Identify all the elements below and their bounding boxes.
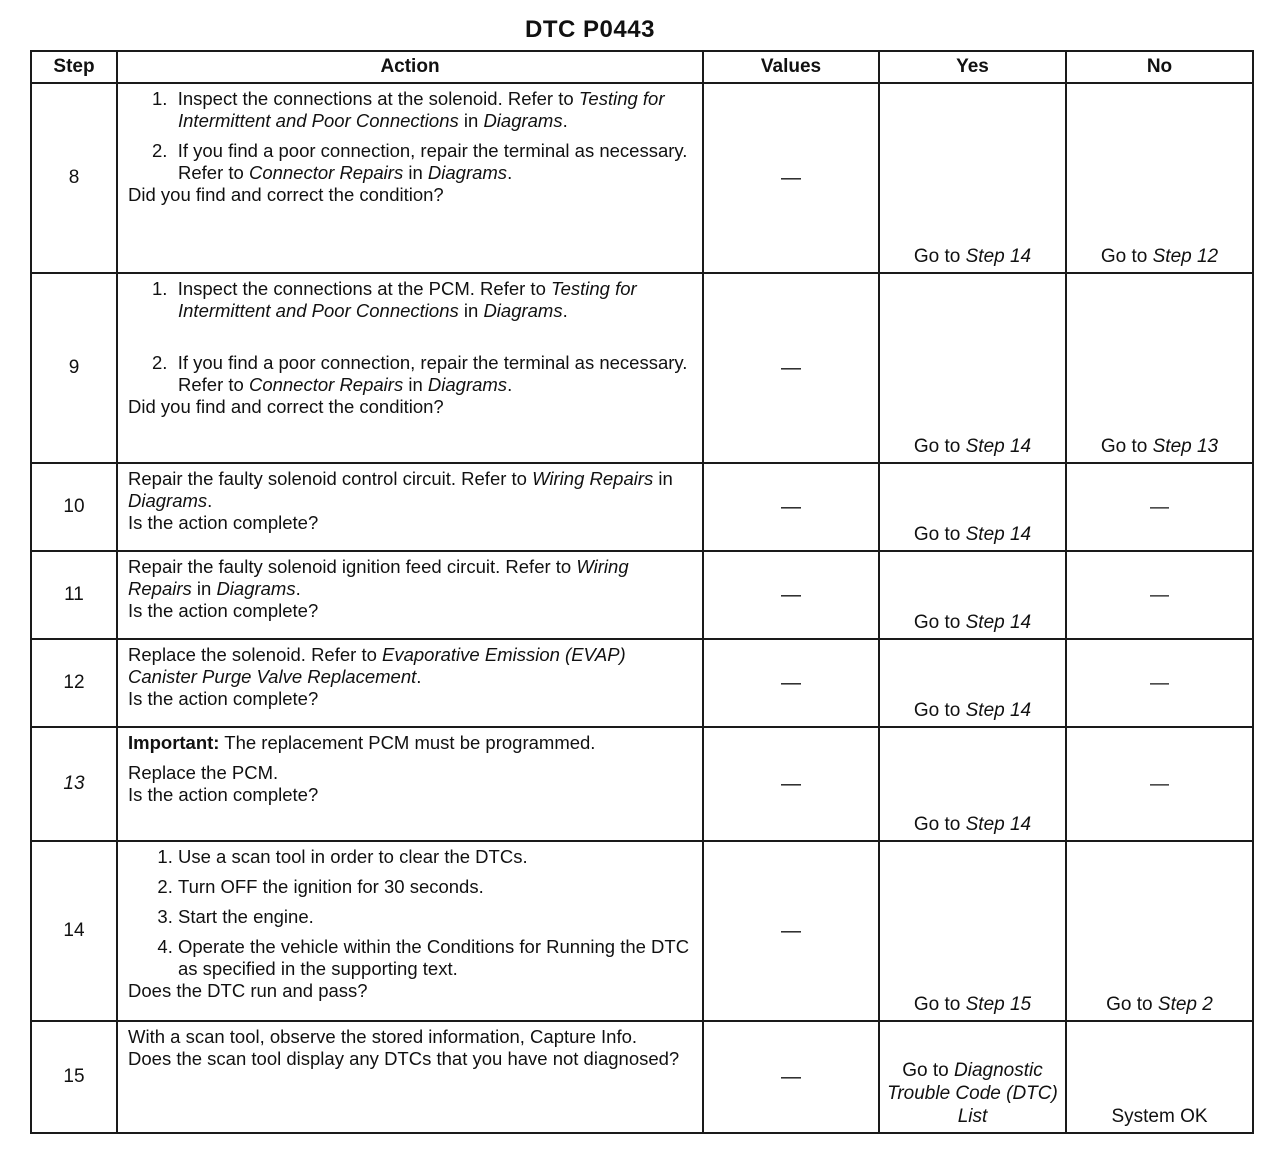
yes-cell: Go to Step 14 <box>879 273 1066 463</box>
yes-cell: Go to Step 14 <box>879 83 1066 273</box>
action-question: Does the DTC run and pass? <box>128 980 368 1001</box>
no-cell: Go to Step 13 <box>1066 273 1253 463</box>
table-row <box>31 639 1253 727</box>
dtc-table <box>30 50 1254 1134</box>
no-cell: — <box>1066 727 1253 841</box>
header-yes: Yes <box>879 51 1066 83</box>
action-text: Replace the solenoid. Refer to Evaporative Emission (EVAP) Canister Purge Valve Replacement. <box>128 644 626 687</box>
header-action: Action <box>117 51 703 83</box>
page-title: DTC P0443 <box>525 16 655 43</box>
values-cell: — <box>703 727 879 841</box>
step-number: 14 <box>31 841 117 1021</box>
important-note: Important: The replacement PCM must be programmed. <box>128 732 596 753</box>
action-cell <box>117 1021 703 1133</box>
values-cell: — <box>703 273 879 463</box>
yes-cell: Go to Step 14 <box>879 551 1066 639</box>
step-number: 11 <box>31 551 117 639</box>
step-number: 8 <box>31 83 117 273</box>
yes-cell: Go to Step 14 <box>879 463 1066 551</box>
action-cell <box>117 463 703 551</box>
action-list-item: 2. If you find a poor connection, repair the terminal as necessary. Refer to Connector Repairs in Diagrams. <box>152 352 688 395</box>
step-number: 9 <box>31 273 117 463</box>
action-list-item: 2. Turn OFF the ignition for 30 seconds. <box>178 876 694 898</box>
step-number: 13 <box>31 727 117 841</box>
action-cell <box>117 83 703 273</box>
action-cell <box>117 727 703 841</box>
table-row <box>31 551 1253 639</box>
table-row <box>31 463 1253 551</box>
action-text: Repair the faulty solenoid ignition feed circuit. Refer to Wiring Repairs in Diagrams. <box>128 556 629 599</box>
step-number: 12 <box>31 639 117 727</box>
action-list-item: 3. Start the engine. <box>178 906 694 928</box>
table-row <box>31 841 1253 1021</box>
action-question: Is the action complete? <box>128 688 319 709</box>
step-number: 15 <box>31 1021 117 1133</box>
values-cell: — <box>703 1021 879 1133</box>
table-row <box>31 1021 1253 1133</box>
yes-cell: Go to Step 14 <box>879 727 1066 841</box>
action-question: Did you find and correct the condition? <box>128 396 444 417</box>
action-cell <box>117 273 703 463</box>
header-row <box>31 51 1253 83</box>
values-cell: — <box>703 841 879 1021</box>
action-list-item: 2. If you find a poor connection, repair the terminal as necessary. Refer to Connector Repairs in Diagrams. <box>152 140 688 183</box>
action-cell <box>117 551 703 639</box>
no-cell: System OK <box>1066 1021 1253 1133</box>
action-text: Replace the PCM. <box>128 762 279 783</box>
yes-cell: Go to Step 14 <box>879 639 1066 727</box>
table-row <box>31 273 1253 463</box>
header-values: Values <box>703 51 879 83</box>
values-cell: — <box>703 551 879 639</box>
header-no: No <box>1066 51 1253 83</box>
step-number: 10 <box>31 463 117 551</box>
table-row <box>31 83 1253 273</box>
action-question: Does the scan tool display any DTCs that you have not diagnosed? <box>128 1048 680 1069</box>
action-question: Did you find and correct the condition? <box>128 184 444 205</box>
table-row <box>31 727 1253 841</box>
no-cell: — <box>1066 551 1253 639</box>
header-step: Step <box>31 51 117 83</box>
action-question: Is the action complete? <box>128 512 319 533</box>
action-list-item: 1. Use a scan tool in order to clear the DTCs. <box>178 846 694 868</box>
action-cell <box>117 841 703 1021</box>
action-text: With a scan tool, observe the stored information, Capture Info. <box>128 1026 638 1047</box>
values-cell: — <box>703 463 879 551</box>
no-cell: Go to Step 2 <box>1066 841 1253 1021</box>
values-cell: — <box>703 83 879 273</box>
no-cell: — <box>1066 639 1253 727</box>
action-question: Is the action complete? <box>128 600 319 621</box>
values-cell: — <box>703 639 879 727</box>
no-cell: — <box>1066 463 1253 551</box>
action-cell <box>117 639 703 727</box>
action-text: Repair the faulty solenoid control circuit. Refer to Wiring Repairs in Diagrams. <box>128 468 673 511</box>
action-list-item: 4. Operate the vehicle within the Conditions for Running the DTC as specified in the supporting text. <box>178 936 694 980</box>
action-question: Is the action complete? <box>128 784 319 805</box>
no-cell: Go to Step 12 <box>1066 83 1253 273</box>
action-list-item: 1. Inspect the connections at the PCM. Refer to Testing for Intermittent and Poor Connections in Diagrams. <box>152 278 637 321</box>
action-list-item: 1. Inspect the connections at the solenoid. Refer to Testing for Intermittent and Poor Connections in Diagrams. <box>152 88 665 131</box>
yes-cell: Go to Diagnostic Trouble Code (DTC) List <box>879 1021 1066 1133</box>
yes-cell: Go to Step 15 <box>879 841 1066 1021</box>
